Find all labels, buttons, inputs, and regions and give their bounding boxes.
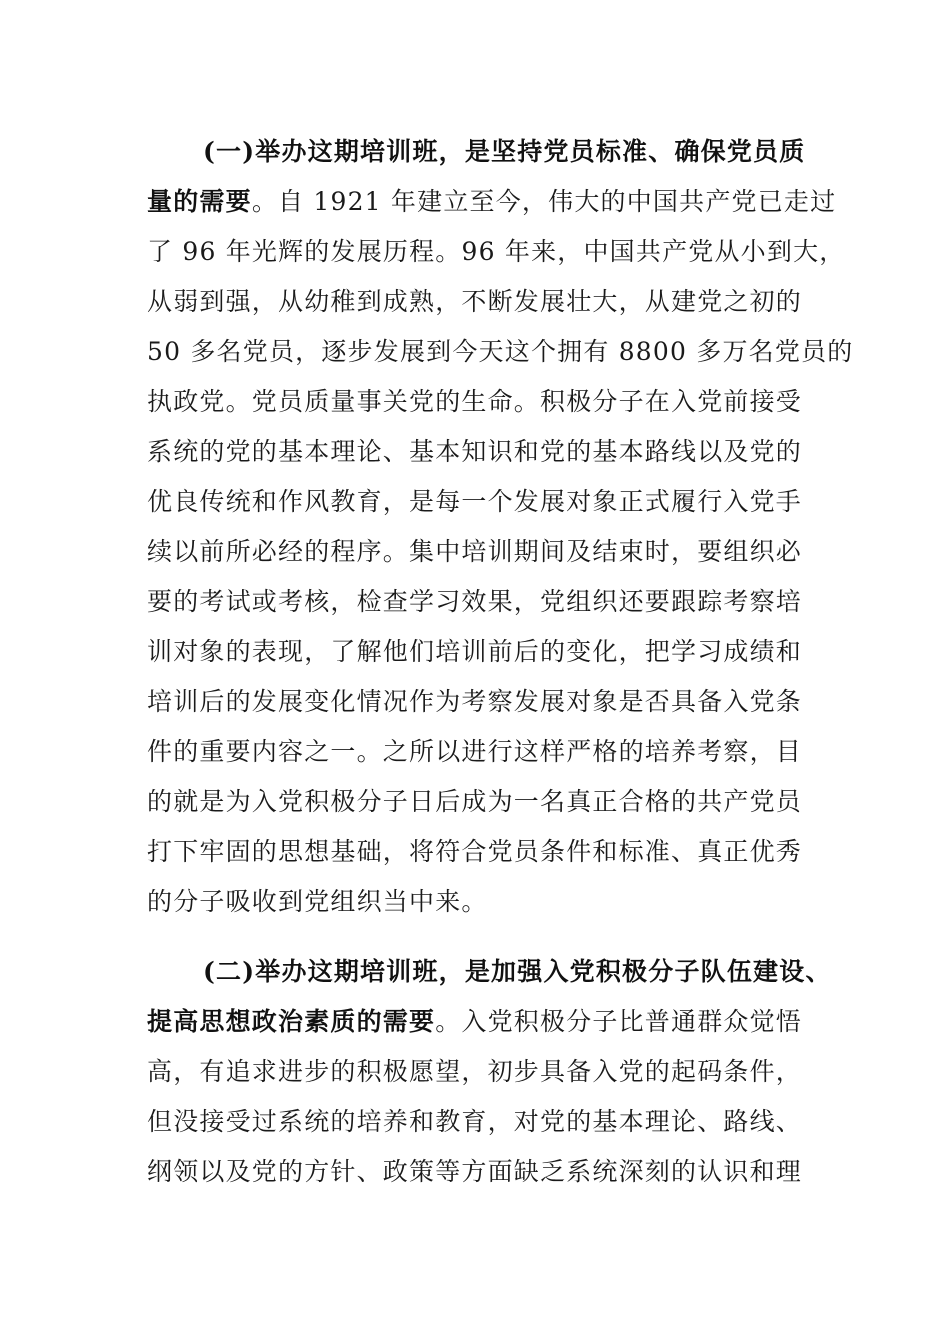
paragraph-1-line-7: 系统的党的基本理论、基本知识和党的基本路线以及党的 — [147, 437, 803, 466]
paragraph-2-line-4: 但没接受过系统的培养和教育，对党的基本理论、路线、 — [147, 1107, 803, 1136]
paragraph-2-line-2: 提高思想政治素质的需要。入党积极分子比普通群众觉悟 — [147, 1007, 803, 1036]
paragraph-1-line-2: 量的需要。自 1921 年建立至今，伟大的中国共产党已走过 — [147, 187, 837, 216]
paragraph-1-line-10: 要的考试或考核，检查学习效果，党组织还要跟踪考察培 — [147, 587, 803, 616]
paragraph-1-heading: (一)举办这期培训班，是坚持党员标准、确保党员质 — [203, 137, 806, 166]
paragraph-2-heading: (二)举办这期培训班，是加强入党积极分子队伍建设、 — [203, 957, 832, 986]
paragraph-1-line-9: 续以前所必经的程序。集中培训期间及结束时，要组织必 — [147, 537, 803, 566]
paragraph-1-line-16: 的分子吸收到党组织当中来。 — [147, 887, 488, 916]
paragraph-1-line-8: 优良传统和作风教育，是每一个发展对象正式履行入党手 — [147, 487, 803, 516]
paragraph-1-line-15: 打下牢固的思想基础，将符合党员条件和标准、真正优秀 — [147, 837, 803, 866]
paragraph-1-line-13: 件的重要内容之一。之所以进行这样严格的培养考察，目 — [147, 737, 803, 766]
paragraph-1-line-6: 执政党。党员质量事关党的生命。积极分子在入党前接受 — [147, 387, 803, 416]
paragraph-1-line-3: 了 96 年光辉的发展历程。96 年来，中国共产党从小到大， — [147, 237, 846, 266]
paragraph-2-line-3: 高，有追求进步的积极愿望，初步具备入党的起码条件， — [147, 1057, 803, 1086]
paragraph-1-line-14: 的就是为入党积极分子日后成为一名真正合格的共产党员 — [147, 787, 803, 816]
paragraph-1-line-4: 从弱到强，从幼稚到成熟，不断发展壮大，从建党之初的 — [147, 287, 803, 316]
paragraph-1-heading-end: 量的需要 — [147, 187, 252, 216]
paragraph-2-line-5: 纲领以及党的方针、政策等方面缺乏系统深刻的认识和理 — [147, 1157, 803, 1186]
paragraph-2-line-1 — [203, 952, 832, 992]
paragraph-1-line-11: 训对象的表现，了解他们培训前后的变化，把学习成绩和 — [147, 637, 803, 666]
paragraph-1-line-5: 50 多名党员，逐步发展到今天这个拥有 8800 多万名党员的 — [147, 337, 854, 366]
paragraph-2-heading-end: 提高思想政治素质的需要 — [147, 1007, 436, 1036]
paragraph-1-line-12: 培训后的发展变化情况作为考察发展对象是否具备入党条 — [147, 687, 803, 716]
paragraph-1-line-1 — [203, 132, 805, 172]
